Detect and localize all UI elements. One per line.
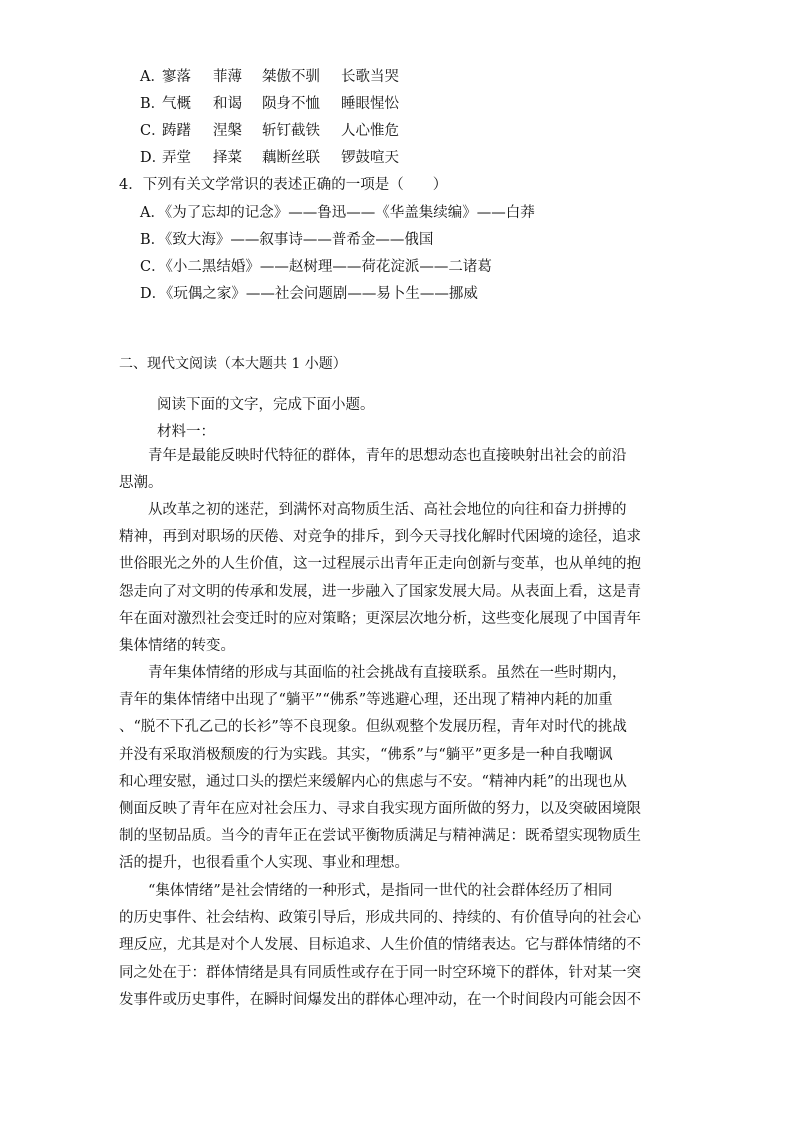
paragraph-line: 集体情绪的转变。 bbox=[119, 637, 235, 654]
q3-option-a: A．寥落 菲薄 桀傲不驯 长歌当哭 bbox=[140, 69, 399, 85]
paragraph-line: 青年是最能反映时代特征的群体，青年的思想动态也直接映射出社会的前沿 bbox=[119, 448, 627, 464]
paragraph-line: 思潮。 bbox=[119, 475, 163, 492]
paragraph-line: 怨走向了对文明的传承和发展，进一步融入了国家发展大局。从表面上看，这是青 bbox=[119, 583, 641, 600]
paragraph-2 bbox=[119, 497, 675, 660]
paragraph-line: 并没有采取消极颓废的行为实践。其实，“佛系”与“躺平”更多是一种自我嘲讽 bbox=[119, 746, 613, 763]
paragraph-line: 活的提升，也很看重个人实现、事业和理想。 bbox=[119, 855, 409, 872]
paragraph-line: 同之处在于：群体情绪是具有同质性或存在于同一时空环境下的群体，针对某一突 bbox=[119, 964, 641, 981]
q3-option-b: B．气概 和谒 陨身不恤 睡眼惺忪 bbox=[140, 96, 399, 112]
q4-stem: 4．下列有关文学常识的表述正确的一项是（ ） bbox=[119, 177, 448, 193]
paragraph-line: 年在面对激烈社会变迁时的应对策略；更深层次地分析，这些变化展现了中国青年 bbox=[119, 610, 641, 627]
paragraph-line: 理反应，尤其是对个人发展、目标追求、人生价值的情绪表达。它与群体情绪的不 bbox=[119, 937, 641, 954]
paragraph-3 bbox=[119, 660, 675, 878]
q4-option-b: B．《致大海》——叙事诗——普希金——俄国 bbox=[140, 232, 434, 248]
paragraph-4 bbox=[119, 878, 675, 1014]
paragraph-line: 精神，再到对职场的厌倦、对竞争的排斥，到今天寻找化解时代困境的途径，追求 bbox=[119, 529, 641, 546]
material-label: 材料一： bbox=[157, 424, 215, 440]
q3-option-d: D．弄堂 择菜 藕断丝联 锣鼓喧天 bbox=[140, 150, 399, 166]
section-heading: 二、现代文阅读（本大题共 1 小题） bbox=[119, 356, 347, 372]
q3-option-c: C．踌躇 涅槃 斩钉截铁 人心惟危 bbox=[140, 123, 399, 139]
q4-option-c: C．《小二黑结婚》——赵树理——荷花淀派——二诸葛 bbox=[140, 259, 492, 275]
paragraph-line: 青年的集体情绪中出现了“躺平”“佛系”等逃避心理，还出现了精神内耗的加重 bbox=[119, 692, 613, 709]
paragraph-1 bbox=[119, 443, 675, 497]
paragraph-line: 从改革之初的迷茫，到满怀对高物质生活、高社会地位的向往和奋力拼搏的 bbox=[119, 502, 627, 518]
q4-option-a: A．《为了忘却的记念》——鲁迅——《华盖集续编》——白莽 bbox=[140, 205, 535, 221]
paragraph-line: “集体情绪”是社会情绪的一种形式，是指同一世代的社会群体经历了相同 bbox=[119, 883, 613, 899]
paragraph-line: 、“脱不下孔乙己的长衫”等不良现象。但纵观整个发展历程，青年对时代的挑战 bbox=[119, 719, 627, 736]
reading-intro: 阅读下面的文字，完成下面小题。 bbox=[157, 397, 375, 413]
paragraph-line: 和心理安慰，通过口头的摆烂来缓解内心的焦虑与不安。“精神内耗”的出现也从 bbox=[119, 773, 627, 790]
paragraph-line: 制的坚韧品质。当今的青年正在尝试平衡物质满足与精神满足：既希望实现物质生 bbox=[119, 828, 641, 845]
paragraph-line: 青年集体情绪的形成与其面临的社会挑战有直接联系。虽然在一些时期内， bbox=[119, 665, 627, 681]
paragraph-line: 发事件或历史事件，在瞬时间爆发出的群体心理冲动，在一个时间段内可能会因不 bbox=[119, 991, 641, 1008]
paragraph-line: 的历史事件、社会结构、政策引导后，形成共同的、持续的、有价值导向的社会心 bbox=[119, 910, 641, 927]
paragraph-line: 世俗眼光之外的人生价值，这一过程展示出青年正走向创新与变革，也从单纯的抱 bbox=[119, 556, 641, 573]
q4-option-d: D．《玩偶之家》——社会问题剧——易卜生——挪威 bbox=[140, 286, 478, 302]
paragraph-line: 侧面反映了青年在应对社会压力、寻求自我实现方面所做的努力，以及突破困境限 bbox=[119, 800, 641, 817]
